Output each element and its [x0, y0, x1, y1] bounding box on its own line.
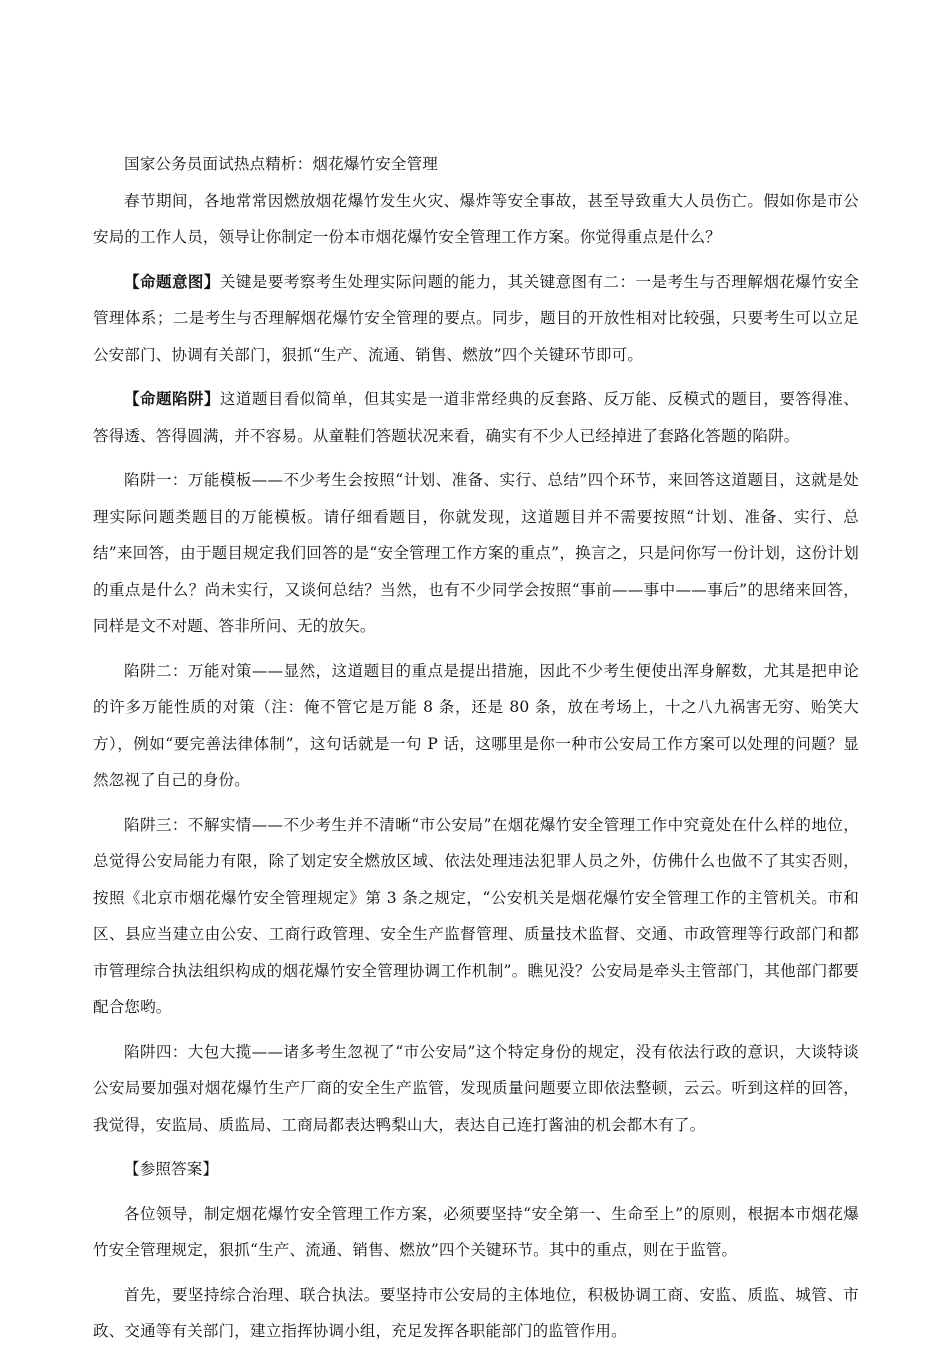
trap-text: 这道题目看似简单，但其实是一道非常经典的反套路、反万能、反模式的题目，要答得准、答得透、答得圆满，并不容易。从童鞋们答题状况来看，确实有不少人已经掉进了套路化答题的陷阱。: [93, 390, 859, 445]
answer-paragraph-2: 首先，要坚持综合治理、联合执法。要坚持市公安局的主体地位，积极协调工商、安监、质监、城管、市政、交通等有关部门，建立指挥协调小组，充足发挥各职能部门的监管作用。: [93, 1285, 859, 1340]
answer-label: 【参照答案】: [124, 1160, 219, 1178]
answer-paragraph-1: 各位领导，制定烟花爆竹安全管理工作方案，必须要坚持“安全第一、生命至上”的原则，根据本市烟花爆竹安全管理规定，狠抓“生产、流通、销售、燃放”四个关键环节。其中的重点，则在于监管。: [93, 1204, 859, 1259]
intent-paragraph: [93, 264, 859, 374]
document-title: 国家公务员面试热点精析：烟花爆竹安全管理: [124, 155, 439, 173]
document-body: [93, 146, 859, 1358]
trap-paragraph: [93, 381, 859, 454]
intent-label: 【命题意图】: [124, 271, 220, 291]
trap-one-paragraph: 陷阱一：万能模板——不少考生会按照“计划、准备、实行、总结”四个环节，来回答这道题目，这就是处理实际问题类题目的万能模板。请仔细看题目，你就发现，这道题目并不需要按照“计划、准备、实行、总结”来回答，由于题目规定我们回答的是“安全管理工作方案的重点”，换言之，只是问你写一份计划，这份计划的重点是什么？尚未实行，又谈何总结？当然，也有不少同学会按照“事前——事中——事后”的思绪来回答，同样是文不对题、答非所问、无的放矢。: [93, 471, 859, 635]
trap-two-paragraph: 陷阱二：万能对策——显然，这道题目的重点是提出措施，因此不少考生便使出浑身解数，尤其是把申论的许多万能性质的对策（注：俺不管它是万能 8 条，还是 80 条，放在考场上，十之八九祸害无穷、贻笑大方），例如“要完善法律体制”，这句话就是一句 P 话，这哪里是你一种市公安局工作方案可以处理的问题？显然忽视了自己的身份。: [93, 661, 859, 789]
intent-text: 关键是要考察考生处理实际问题的能力，其关键意图有二：一是考生与否理解烟花爆竹安全管理体系；二是考生与否理解烟花爆竹安全管理的要点。同步，题目的开放性相对比较强，只要考生可以立足公安部门、协调有关部门，狠抓“生产、流通、销售、燃放”四个关键环节即可。: [93, 272, 859, 364]
trap-label: 【命题陷阱】: [124, 389, 220, 408]
question-paragraph: 春节期间，各地常常因燃放烟花爆竹发生火灾、爆炸等安全事故，甚至导致重大人员伤亡。假如你是市公安局的工作人员，领导让你制定一份本市烟花爆竹安全管理工作方案。你觉得重点是什么？: [93, 191, 859, 246]
trap-four-paragraph: 陷阱四：大包大揽——诸多考生忽视了“市公安局”这个特定身份的规定，没有依法行政的意识，大谈特谈公安局要加强对烟花爆竹生产厂商的安全生产监管，发现质量问题要立即依法整顿，云云。听到这样的回答，我觉得，安监局、质监局、工商局都表达鸭梨山大，表达自己连打酱油的机会都木有了。: [93, 1042, 859, 1134]
trap-three-paragraph: 陷阱三：不解实情——不少考生并不清晰“市公安局”在烟花爆竹安全管理工作中究竟处在什么样的地位，总觉得公安局能力有限，除了划定安全燃放区域、依法处理违法犯罪人员之外，仿佛什么也做不了其实否则，按照《北京市烟花爆竹安全管理规定》第 3 条之规定，“公安机关是烟花爆竹安全管理工作的主管机关。市和区、县应当建立由公安、工商行政管理、安全生产监督管理、质量技术监督、交通、市政管理等行政部门和都市管理综合执法组织构成的烟花爆竹安全管理协调工作机制”。瞧见没？公安局是牵头主管部门，其他部门都要配合您哟。: [93, 815, 859, 1016]
